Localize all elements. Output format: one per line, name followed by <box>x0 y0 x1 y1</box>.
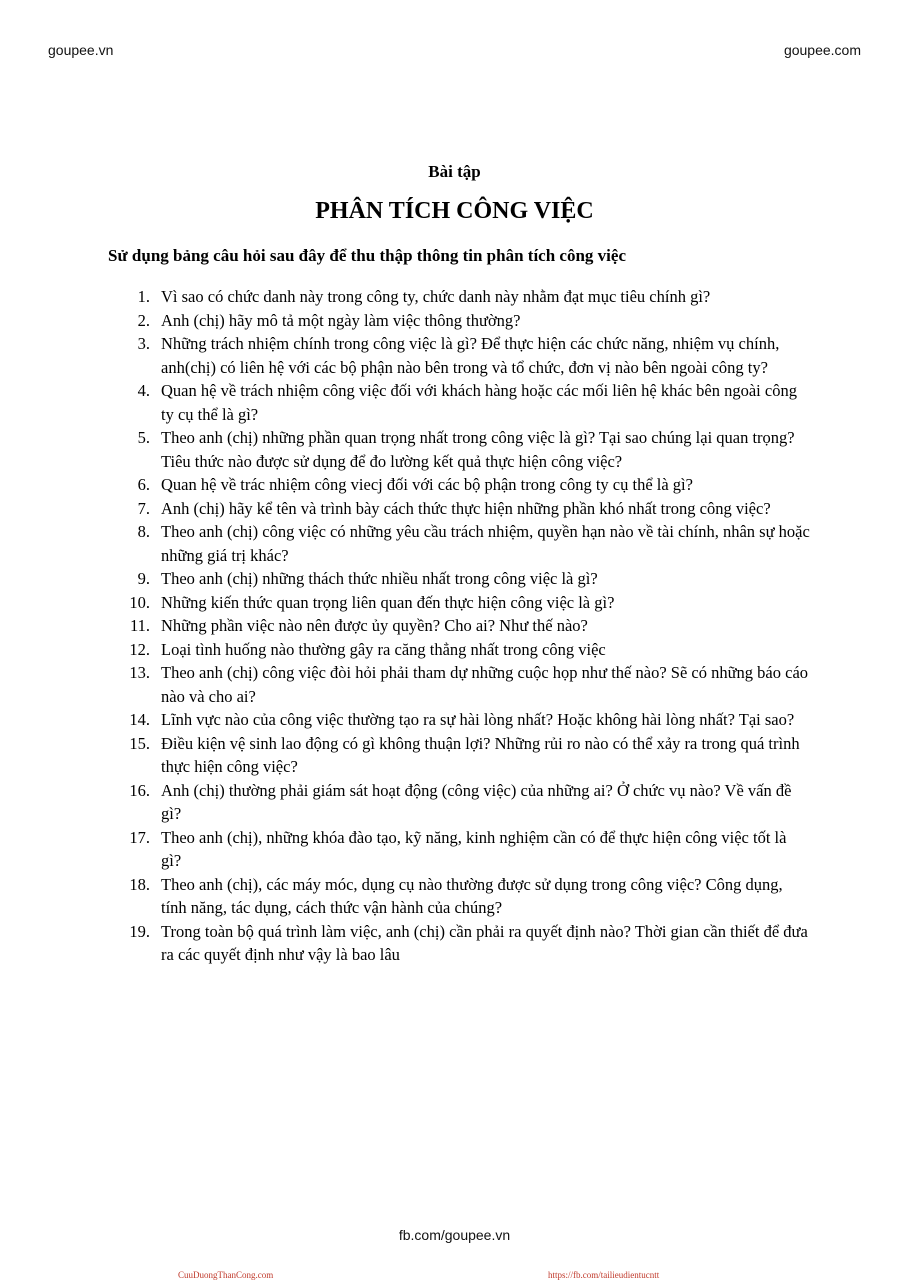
question-number: 3. <box>137 334 150 353</box>
question-item <box>110 826 810 873</box>
question-item <box>110 379 810 426</box>
question-text: Những trách nhiệm chính trong công việc là gì? Để thực hiện các chức năng, nhiệm vụ chính, anh(chị) có liên hệ với các bộ phận nào bên trong và tổ chức, đơn vị nào bên ngoài công ty? <box>161 334 780 377</box>
question-text: Anh (chị) hãy mô tả một ngày làm việc thông thường? <box>161 310 521 330</box>
question-item <box>110 873 810 920</box>
question-item <box>110 920 810 967</box>
question-text: Những phần việc nào nên được ủy quyền? Cho ai? Như thế nào? <box>161 616 588 635</box>
question-number: 4. <box>137 381 150 400</box>
question-text: Những kiến thức quan trọng liên quan đến thực hiện công việc là gì? <box>161 592 615 612</box>
watermark-left: CuuDuongThanCong.com <box>178 1270 274 1280</box>
question-number: 18. <box>129 874 150 894</box>
header-site-com: goupee.com <box>783 42 861 58</box>
question-number: 19. <box>129 921 150 941</box>
question-text: Điều kiện vệ sinh lao động có gì không thuận lợi? Những rủi ro nào có thể xảy ra trong quá trình thực hiện công việc? <box>161 733 800 776</box>
question-text: Theo anh (chị) những phần quan trọng nhất trong công việc là gì? Tại sao chúng lại quan trọng? Tiêu thức nào được sử dụng để đo lường kết quả thực hiện công việc? <box>161 428 795 471</box>
question-text: Theo anh (chị), những khóa đào tạo, kỹ năng, kinh nghiệm cần có để thực hiện công việc tốt là gì? <box>161 827 787 870</box>
question-text: Lĩnh vực nào của công việc thường tạo ra sự hài lòng nhất? Hoặc không hài lòng nhất? Tại sao? <box>161 710 795 729</box>
question-number: 9. <box>137 569 150 588</box>
question-text: Theo anh (chị), các máy móc, dụng cụ nào thường được sử dụng trong công việc? Công dụng, tính năng, tác dụng, cách thức vận hành của chúng? <box>161 874 783 917</box>
question-number: 1. <box>137 287 150 306</box>
question-number: 10. <box>129 592 150 612</box>
question-text: Theo anh (chị) những thách thức nhiều nhất trong công việc là gì? <box>161 569 598 588</box>
question-text: Anh (chị) hãy kể tên và trình bày cách thức thực hiện những phần khó nhất trong công việc? <box>161 498 771 518</box>
question-item <box>110 732 810 779</box>
question-item <box>110 567 810 591</box>
question-number: 7. <box>137 498 150 518</box>
question-item <box>110 661 810 708</box>
question-number: 5. <box>137 428 150 447</box>
question-number: 15. <box>129 733 150 753</box>
question-number: 16. <box>129 780 150 800</box>
question-text: Anh (chị) thường phải giám sát hoạt động (công việc) của những ai? Ở chức vụ nào? Về vấn đề gì? <box>161 780 792 823</box>
question-number: 2. <box>137 310 150 330</box>
question-text: Trong toàn bộ quá trình làm việc, anh (chị) cần phải ra quyết định nào? Thời gian cần thiết để đưa ra các quyết định như vậy là bao lâu <box>161 921 808 964</box>
question-number: 17. <box>129 827 150 847</box>
question-item <box>110 520 810 567</box>
question-text: Loại tình huống nào thường gây ra căng thẳng nhất trong công việc <box>161 639 606 659</box>
question-list <box>110 285 810 967</box>
question-number: 14. <box>129 710 150 729</box>
question-item <box>110 285 810 309</box>
question-text: Quan hệ về trác nhiệm công viecj đối với các bộ phận trong công ty cụ thể là gì? <box>161 475 693 494</box>
question-number: 11. <box>129 616 150 635</box>
watermark-right: https://fb.com/tailieudientucntt <box>548 1270 660 1280</box>
question-number: 13. <box>129 663 150 682</box>
document-subtitle: Sử dụng bảng câu hỏi sau đây để thu thập thông tin phân tích công việc <box>108 246 626 265</box>
question-item <box>110 614 810 638</box>
question-item <box>110 497 810 521</box>
question-item <box>110 591 810 615</box>
question-item <box>110 473 810 497</box>
page-title: PHÂN TÍCH CÔNG VIỆC <box>315 198 594 224</box>
question-text: Quan hệ về trách nhiệm công việc đối với khách hàng hoặc các mối liên hệ khác bên ngoài công ty cụ thể là gì? <box>161 381 797 424</box>
question-item <box>110 309 810 333</box>
question-number: 6. <box>137 475 150 494</box>
document-kicker: Bài tập <box>428 162 481 181</box>
question-item <box>110 779 810 826</box>
footer-link: fb.com/goupee.vn <box>398 1227 511 1243</box>
question-item <box>110 426 810 473</box>
question-item <box>110 332 810 379</box>
question-item <box>110 638 810 662</box>
question-text: Vì sao có chức danh này trong công ty, chức danh này nhằm đạt mục tiêu chính gì? <box>161 287 711 306</box>
question-text: Theo anh (chị) công việc có những yêu cầu trách nhiệm, quyền hạn nào về tài chính, nhân sự hoặc những giá trị khác? <box>161 522 810 565</box>
question-number: 8. <box>137 522 150 541</box>
header-site-vn: goupee.vn <box>48 42 114 58</box>
question-text: Theo anh (chị) công việc đòi hỏi phải tham dự những cuộc họp như thế nào? Sẽ có những báo cáo nào và cho ai? <box>161 663 809 706</box>
question-number: 12. <box>129 639 150 659</box>
question-item <box>110 708 810 732</box>
